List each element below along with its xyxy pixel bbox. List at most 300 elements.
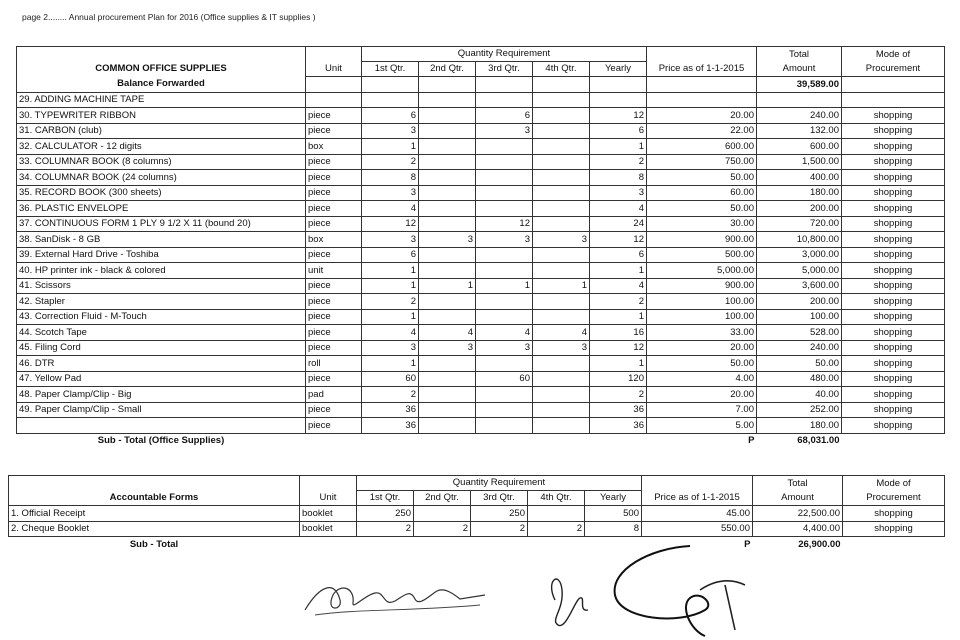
cell-total: 480.00 <box>757 371 842 387</box>
cell-unit: piece <box>306 154 362 170</box>
cell-total: 240.00 <box>757 340 842 356</box>
cell-total: 132.00 <box>757 123 842 139</box>
cell-price: 900.00 <box>647 278 757 294</box>
cell-q1: 3 <box>362 340 419 356</box>
yearly-header: Yearly <box>585 491 642 506</box>
q3-header: 3rd Qtr. <box>471 491 528 506</box>
cell-yearly: 1 <box>590 356 647 372</box>
cell-mode: shopping <box>842 278 945 294</box>
q1-header: 1st Qtr. <box>362 62 419 77</box>
table-row <box>17 108 945 124</box>
cell-mode: shopping <box>842 139 945 155</box>
cell-q3 <box>476 356 533 372</box>
cell-price: 4.00 <box>647 371 757 387</box>
cell-q1: 4 <box>362 325 419 341</box>
cell-mode <box>842 92 945 108</box>
cell-q2 <box>419 247 476 263</box>
cell-total: 5,000.00 <box>757 263 842 279</box>
cell-mode: shopping <box>842 216 945 232</box>
cell-q3 <box>476 139 533 155</box>
cell-unit: pad <box>306 387 362 403</box>
cell-yearly: 36 <box>590 402 647 418</box>
cell-q2 <box>419 309 476 325</box>
cell-q3 <box>476 201 533 217</box>
table-row <box>17 418 945 434</box>
cell-q2 <box>419 356 476 372</box>
cell-q2 <box>419 294 476 310</box>
cell-unit: piece <box>306 371 362 387</box>
cell-item: 46. DTR <box>17 356 306 372</box>
mode-header-line2: Procurement <box>843 491 945 506</box>
cell-q1: 1 <box>362 263 419 279</box>
cell-q1: 6 <box>362 108 419 124</box>
cell-price: 60.00 <box>647 185 757 201</box>
cell-q4 <box>533 356 590 372</box>
cell-q1: 60 <box>362 371 419 387</box>
cell-q4 <box>533 92 590 108</box>
table-row <box>17 294 945 310</box>
cell-price: 45.00 <box>642 506 753 522</box>
table-row <box>17 247 945 263</box>
cell-yearly: 6 <box>590 123 647 139</box>
cell-total: 50.00 <box>757 356 842 372</box>
cell-total: 400.00 <box>757 170 842 186</box>
cell-q2 <box>419 123 476 139</box>
cell-q1: 8 <box>362 170 419 186</box>
table-row <box>17 263 945 279</box>
cell-q4 <box>533 387 590 403</box>
cell-mode: shopping <box>843 521 945 537</box>
table-row <box>17 185 945 201</box>
cell-total <box>757 92 842 108</box>
cell-item: 43. Correction Fluid - M-Touch <box>17 309 306 325</box>
cell-q1: 4 <box>362 201 419 217</box>
cell-q2 <box>419 371 476 387</box>
cell-mode: shopping <box>842 387 945 403</box>
cell-unit: roll <box>306 356 362 372</box>
cell-q3: 4 <box>476 325 533 341</box>
cell-yearly: 2 <box>590 387 647 403</box>
cell-total: 180.00 <box>757 418 842 434</box>
cell-total: 3,600.00 <box>757 278 842 294</box>
cell-q2 <box>414 506 471 522</box>
cell-yearly: 2 <box>590 294 647 310</box>
table-row <box>17 123 945 139</box>
cell-q4 <box>533 170 590 186</box>
cell-price: 750.00 <box>647 154 757 170</box>
cell-unit: piece <box>306 216 362 232</box>
cell-q2 <box>419 402 476 418</box>
total-header-line2: Amount <box>753 491 843 506</box>
cell-q4 <box>533 402 590 418</box>
cell-mode: shopping <box>842 309 945 325</box>
cell-item: 36. PLASTIC ENVELOPE <box>17 201 306 217</box>
table-row <box>17 371 945 387</box>
cell-mode: shopping <box>842 356 945 372</box>
office-supplies-table <box>16 46 945 448</box>
cell-q4 <box>533 123 590 139</box>
header-spacer <box>17 47 306 62</box>
cell-q3 <box>476 263 533 279</box>
cell-q2: 4 <box>419 325 476 341</box>
cell-price: 550.00 <box>642 521 753 537</box>
cell-unit: piece <box>306 418 362 434</box>
cell-q2 <box>419 185 476 201</box>
cell-q4 <box>533 418 590 434</box>
cell-unit: piece <box>306 247 362 263</box>
cell-item: 35. RECORD BOOK (300 sheets) <box>17 185 306 201</box>
cell-yearly: 16 <box>590 325 647 341</box>
cell-q2 <box>419 92 476 108</box>
cell-mode: shopping <box>842 170 945 186</box>
cell-q4 <box>533 154 590 170</box>
cell-q3 <box>476 154 533 170</box>
cell-price: 900.00 <box>647 232 757 248</box>
cell-yearly: 36 <box>590 418 647 434</box>
signature-left <box>295 565 495 625</box>
cell-q1: 1 <box>362 139 419 155</box>
cell-q1: 6 <box>362 247 419 263</box>
cell-q1: 2 <box>362 154 419 170</box>
cell-price: 5,000.00 <box>647 263 757 279</box>
cell-unit: booklet <box>300 506 357 522</box>
cell-q3: 6 <box>476 108 533 124</box>
cell-q2: 3 <box>419 232 476 248</box>
cell-q1: 3 <box>362 123 419 139</box>
cell-q4 <box>533 294 590 310</box>
mode-header-line1: Mode of <box>842 47 945 62</box>
cell-item: 48. Paper Clamp/Clip - Big <box>17 387 306 403</box>
cell-yearly: 500 <box>585 506 642 522</box>
cell-q1: 3 <box>362 185 419 201</box>
cell-price: 100.00 <box>647 309 757 325</box>
table-row <box>9 506 945 522</box>
accountable-forms-table <box>8 475 945 552</box>
cell-total: 200.00 <box>757 294 842 310</box>
cell-item: 31. CARBON (club) <box>17 123 306 139</box>
cell-unit: piece <box>306 294 362 310</box>
table-row <box>9 521 945 537</box>
accountable-forms-rows <box>9 506 945 537</box>
cell-mode: shopping <box>842 418 945 434</box>
office-subtotal-currency: P <box>748 435 755 446</box>
cell-unit: piece <box>306 340 362 356</box>
cell-unit: piece <box>306 325 362 341</box>
cell-item: 39. External Hard Drive - Toshiba <box>17 247 306 263</box>
cell-unit: piece <box>306 170 362 186</box>
cell-q4: 2 <box>528 521 585 537</box>
header-spacer <box>306 47 362 62</box>
cell-q1: 36 <box>362 418 419 434</box>
cell-mode: shopping <box>842 123 945 139</box>
cell-q2: 2 <box>414 521 471 537</box>
total-header-line1: Total <box>757 47 842 62</box>
cell-q1 <box>362 92 419 108</box>
cell-q2: 1 <box>419 278 476 294</box>
cell-mode: shopping <box>842 154 945 170</box>
table-row <box>17 154 945 170</box>
cell-mode: shopping <box>843 506 945 522</box>
cell-item: 33. COLUMNAR BOOK (8 columns) <box>17 154 306 170</box>
price-header: Price as of 1-1-2015 <box>647 62 757 77</box>
cell-yearly: 8 <box>585 521 642 537</box>
cell-q2 <box>419 216 476 232</box>
cell-q3 <box>476 294 533 310</box>
q2-header: 2nd Qtr. <box>414 491 471 506</box>
header-spacer <box>647 47 757 62</box>
cell-unit: piece <box>306 185 362 201</box>
cell-unit <box>306 92 362 108</box>
cell-item: 49. Paper Clamp/Clip - Small <box>17 402 306 418</box>
cell-price: 20.00 <box>647 108 757 124</box>
cell-mode: shopping <box>842 371 945 387</box>
cell-price: 5.00 <box>647 418 757 434</box>
cell-yearly: 24 <box>590 216 647 232</box>
cell-q2 <box>419 201 476 217</box>
cell-q4 <box>533 247 590 263</box>
cell-q3 <box>476 185 533 201</box>
table-row <box>17 402 945 418</box>
cell-q3: 3 <box>476 123 533 139</box>
balance-forwarded-amount: 39,589.00 <box>757 77 842 93</box>
cell-total: 1,500.00 <box>757 154 842 170</box>
total-header-line2: Amount <box>757 62 842 77</box>
table-row <box>17 139 945 155</box>
cell-item: 37. CONTINUOUS FORM 1 PLY 9 1/2 X 11 (bound 20) <box>17 216 306 232</box>
section-title: COMMON OFFICE SUPPLIES <box>17 62 306 77</box>
cell-q2 <box>419 139 476 155</box>
cell-price: 30.00 <box>647 216 757 232</box>
cell-item: 2. Cheque Booklet <box>9 521 300 537</box>
q1-header: 1st Qtr. <box>357 491 414 506</box>
cell-q3: 3 <box>476 340 533 356</box>
cell-yearly: 2 <box>590 154 647 170</box>
table-row <box>17 387 945 403</box>
cell-q3: 1 <box>476 278 533 294</box>
balance-forwarded-label: Balance Forwarded <box>17 77 306 93</box>
cell-price: 7.00 <box>647 402 757 418</box>
cell-q1: 250 <box>357 506 414 522</box>
cell-unit: box <box>306 232 362 248</box>
cell-q2: 3 <box>419 340 476 356</box>
cell-item <box>17 418 306 434</box>
cell-item: 34. COLUMNAR BOOK (24 columns) <box>17 170 306 186</box>
table-row <box>17 340 945 356</box>
cell-price: 50.00 <box>647 170 757 186</box>
cell-price: 50.00 <box>647 356 757 372</box>
cell-item: 30. TYPEWRITER RIBBON <box>17 108 306 124</box>
qty-requirement-header: Quantity Requirement <box>362 47 647 62</box>
header-spacer <box>9 476 300 491</box>
cell-unit: piece <box>306 278 362 294</box>
table-row <box>17 92 945 108</box>
section-title: Accountable Forms <box>9 491 300 506</box>
cell-q3 <box>476 387 533 403</box>
cell-q1: 1 <box>362 278 419 294</box>
cell-unit: piece <box>306 309 362 325</box>
cell-total: 528.00 <box>757 325 842 341</box>
cell-yearly: 8 <box>590 170 647 186</box>
price-header: Price as of 1-1-2015 <box>642 491 753 506</box>
cell-q1: 3 <box>362 232 419 248</box>
cell-q4 <box>533 201 590 217</box>
cell-mode: shopping <box>842 185 945 201</box>
cell-price: 100.00 <box>647 294 757 310</box>
cell-q1: 1 <box>362 309 419 325</box>
header-spacer <box>642 476 753 491</box>
cell-total: 200.00 <box>757 201 842 217</box>
forms-subtotal-amount: 26,900.00 <box>798 538 841 550</box>
cell-yearly: 4 <box>590 278 647 294</box>
cell-q3 <box>476 170 533 186</box>
cell-price: 500.00 <box>647 247 757 263</box>
cell-total: 22,500.00 <box>753 506 843 522</box>
cell-q3: 2 <box>471 521 528 537</box>
mode-header-line2: Procurement <box>842 62 945 77</box>
cell-total: 40.00 <box>757 387 842 403</box>
cell-total: 180.00 <box>757 185 842 201</box>
header-spacer <box>300 476 357 491</box>
cell-q4: 1 <box>533 278 590 294</box>
cell-yearly: 12 <box>590 108 647 124</box>
total-header-line1: Total <box>753 476 843 491</box>
office-subtotal-label: Sub - Total (Office Supplies) <box>97 435 225 446</box>
cell-q3: 250 <box>471 506 528 522</box>
cell-yearly: 1 <box>590 263 647 279</box>
table-row <box>17 356 945 372</box>
q4-header: 4th Qtr. <box>533 62 590 77</box>
cell-mode: shopping <box>842 247 945 263</box>
cell-yearly: 12 <box>590 232 647 248</box>
cell-unit: box <box>306 139 362 155</box>
cell-item: 41. Scissors <box>17 278 306 294</box>
table-row <box>17 309 945 325</box>
cell-price: 20.00 <box>647 340 757 356</box>
cell-q3 <box>476 247 533 263</box>
table-row <box>17 216 945 232</box>
cell-mode: shopping <box>842 108 945 124</box>
cell-item: 38. SanDisk - 8 GB <box>17 232 306 248</box>
forms-subtotal-label: Sub - Total <box>129 538 179 550</box>
cell-yearly: 120 <box>590 371 647 387</box>
qty-requirement-header: Quantity Requirement <box>357 476 642 491</box>
cell-mode: shopping <box>842 201 945 217</box>
cell-q1: 2 <box>362 387 419 403</box>
cell-q2 <box>419 170 476 186</box>
cell-total: 252.00 <box>757 402 842 418</box>
cell-q4: 4 <box>533 325 590 341</box>
cell-unit: piece <box>306 402 362 418</box>
cell-q3 <box>476 418 533 434</box>
cell-price: 20.00 <box>647 387 757 403</box>
cell-q1: 12 <box>362 216 419 232</box>
cell-mode: shopping <box>842 340 945 356</box>
cell-price: 22.00 <box>647 123 757 139</box>
cell-q4 <box>533 371 590 387</box>
cell-yearly <box>590 92 647 108</box>
cell-q3 <box>476 92 533 108</box>
q2-header: 2nd Qtr. <box>419 62 476 77</box>
cell-yearly: 1 <box>590 139 647 155</box>
cell-q4 <box>533 139 590 155</box>
table-row <box>17 325 945 341</box>
yearly-header: Yearly <box>590 62 647 77</box>
unit-header: Unit <box>306 62 362 77</box>
table-row <box>17 278 945 294</box>
cell-item: 42. Stapler <box>17 294 306 310</box>
cell-q4 <box>533 263 590 279</box>
cell-yearly: 4 <box>590 201 647 217</box>
cell-unit: piece <box>306 201 362 217</box>
q3-header: 3rd Qtr. <box>476 62 533 77</box>
cell-q4: 3 <box>533 232 590 248</box>
cell-q4 <box>528 506 585 522</box>
cell-q1: 1 <box>362 356 419 372</box>
office-supplies-rows <box>17 92 945 433</box>
cell-price: 600.00 <box>647 139 757 155</box>
cell-total: 4,400.00 <box>753 521 843 537</box>
cell-price: 50.00 <box>647 201 757 217</box>
cell-q2 <box>419 387 476 403</box>
cell-total: 720.00 <box>757 216 842 232</box>
cell-yearly: 6 <box>590 247 647 263</box>
cell-q3: 60 <box>476 371 533 387</box>
cell-q1: 36 <box>362 402 419 418</box>
cell-q4 <box>533 108 590 124</box>
cell-unit: piece <box>306 108 362 124</box>
forms-subtotal-currency: P <box>744 538 751 550</box>
table-row <box>17 170 945 186</box>
unit-header: Unit <box>300 491 357 506</box>
cell-q4 <box>533 185 590 201</box>
cell-unit: unit <box>306 263 362 279</box>
cell-q3 <box>476 402 533 418</box>
cell-price <box>647 92 757 108</box>
cell-q3 <box>476 309 533 325</box>
cell-q1: 2 <box>357 521 414 537</box>
cell-mode: shopping <box>842 263 945 279</box>
cell-unit: piece <box>306 123 362 139</box>
signature-right <box>540 540 770 638</box>
cell-q3: 3 <box>476 232 533 248</box>
table-row <box>17 201 945 217</box>
cell-item: 44. Scotch Tape <box>17 325 306 341</box>
page-header: page 2........ Annual procurement Plan for 2016 (Office supplies & IT supplies ) <box>22 12 316 22</box>
cell-item: 29. ADDING MACHINE TAPE <box>17 92 306 108</box>
cell-q3: 12 <box>476 216 533 232</box>
cell-item: 1. Official Receipt <box>9 506 300 522</box>
cell-yearly: 12 <box>590 340 647 356</box>
cell-q4 <box>533 216 590 232</box>
cell-total: 240.00 <box>757 108 842 124</box>
cell-price: 33.00 <box>647 325 757 341</box>
office-subtotal-amount: 68,031.00 <box>797 435 840 446</box>
cell-mode: shopping <box>842 325 945 341</box>
cell-yearly: 3 <box>590 185 647 201</box>
cell-q4 <box>533 309 590 325</box>
cell-q1: 2 <box>362 294 419 310</box>
cell-total: 3,000.00 <box>757 247 842 263</box>
cell-item: 40. HP printer ink - black & colored <box>17 263 306 279</box>
cell-total: 600.00 <box>757 139 842 155</box>
cell-q2 <box>419 263 476 279</box>
cell-q4: 3 <box>533 340 590 356</box>
cell-total: 100.00 <box>757 309 842 325</box>
mode-header-line1: Mode of <box>843 476 945 491</box>
cell-item: 32. CALCULATOR - 12 digits <box>17 139 306 155</box>
cell-q2 <box>419 418 476 434</box>
cell-yearly: 1 <box>590 309 647 325</box>
